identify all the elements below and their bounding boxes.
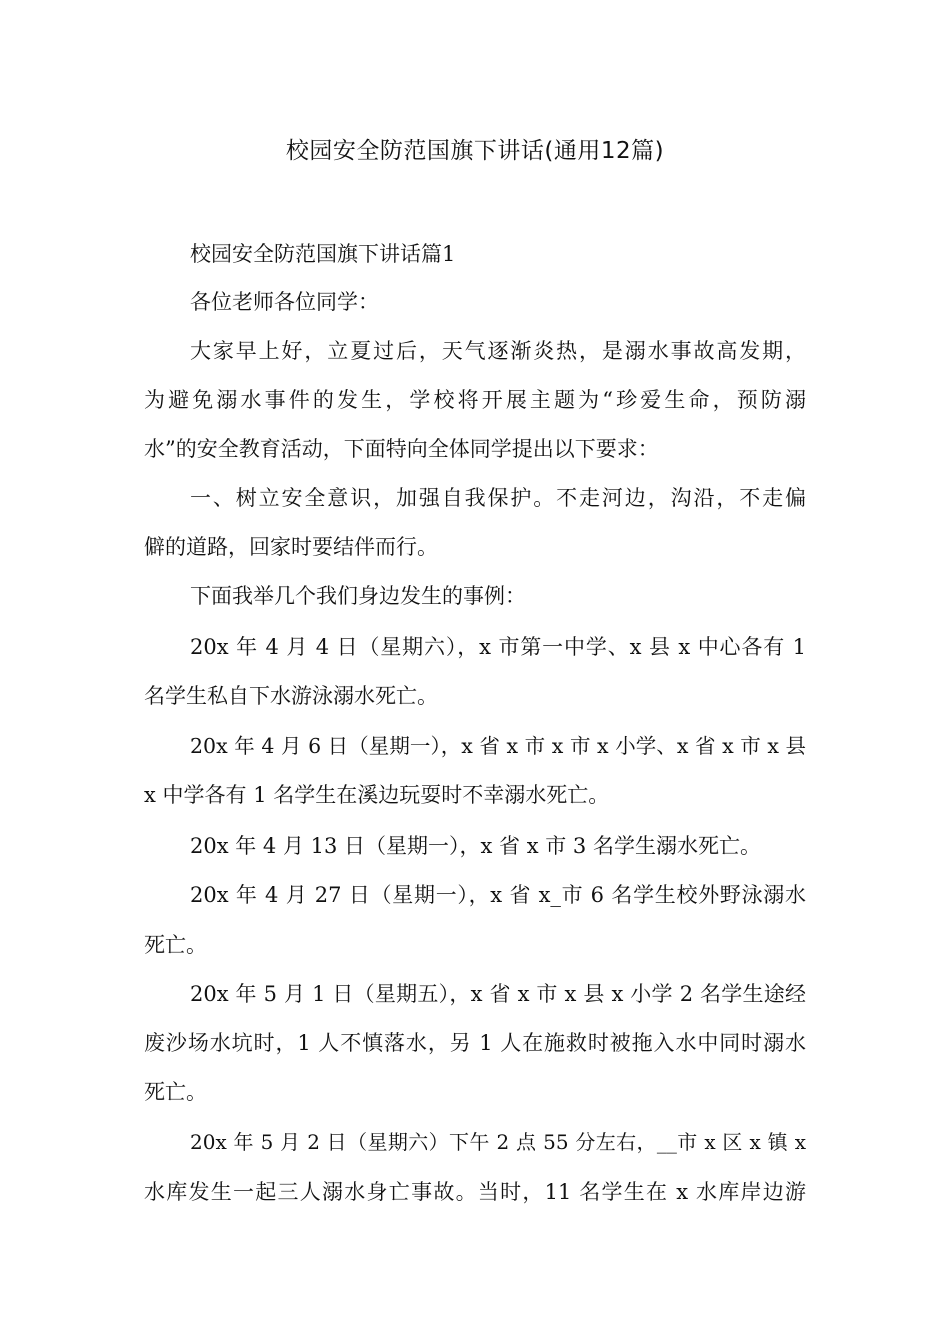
paragraph-line: 僻的道路，回家时要结伴而行。: [144, 535, 438, 559]
paragraph-line: 20x 年 5 月 1 日（星期五），x 省 x 市 x 县 x 小学 2 名学生途经: [190, 982, 806, 1006]
salutation: 各位老师各位同学：: [190, 290, 379, 314]
paragraph-line: 水”的安全教育活动，下面特向全体同学提出以下要求：: [144, 437, 659, 461]
paragraph-line: 死亡。: [144, 933, 207, 957]
paragraph-line: 20x 年 4 月 13 日（星期一），x 省 x 市 3 名学生溺水死亡。: [190, 834, 761, 858]
paragraph-line: 下面我举几个我们身边发生的事例：: [190, 584, 526, 608]
paragraph-line: 20x 年 4 月 27 日（星期一），x 省 x_市 6 名学生校外野泳溺水: [190, 883, 806, 907]
paragraph-line: 20x 年 4 月 4 日（星期六），x 市第一中学、x 县 x 中心各有 1: [190, 635, 806, 659]
paragraph-line: 20x 年 5 月 2 日（星期六）下午 2 点 55 分左右，__市 x 区 x 镇 x: [190, 1130, 806, 1154]
paragraph-line: 名学生私自下水游泳溺水死亡。: [144, 684, 438, 708]
paragraph-line: 一、树立安全意识，加强自我保护。不走河边，沟沿，不走偏: [190, 486, 806, 510]
document-title: 校园安全防范国旗下讲话(通用12篇): [285, 138, 665, 164]
paragraph-line: 水库发生一起三人溺水身亡事故。当时，11 名学生在 x 水库岸边游: [144, 1180, 806, 1204]
paragraph-line: 20x 年 4 月 6 日（星期一），x 省 x 市 x 市 x 小学、x 省 x 市 x 县: [190, 734, 806, 758]
paragraph-line: 大家早上好，立夏过后，天气逐渐炎热，是溺水事故高发期，: [190, 339, 806, 363]
paragraph-line: 死亡。: [144, 1080, 207, 1104]
paragraph-line: 废沙场水坑时，1 人不慎落水，另 1 人在施救时被拖入水中同时溺水: [144, 1031, 806, 1055]
paragraph-line: x 中学各有 1 名学生在溪边玩耍时不幸溺水死亡。: [144, 783, 610, 807]
paragraph-line: 为避免溺水事件的发生，学校将开展主题为“珍爱生命，预防溺: [144, 388, 806, 412]
section-heading: 校园安全防范国旗下讲话篇1: [190, 242, 456, 266]
